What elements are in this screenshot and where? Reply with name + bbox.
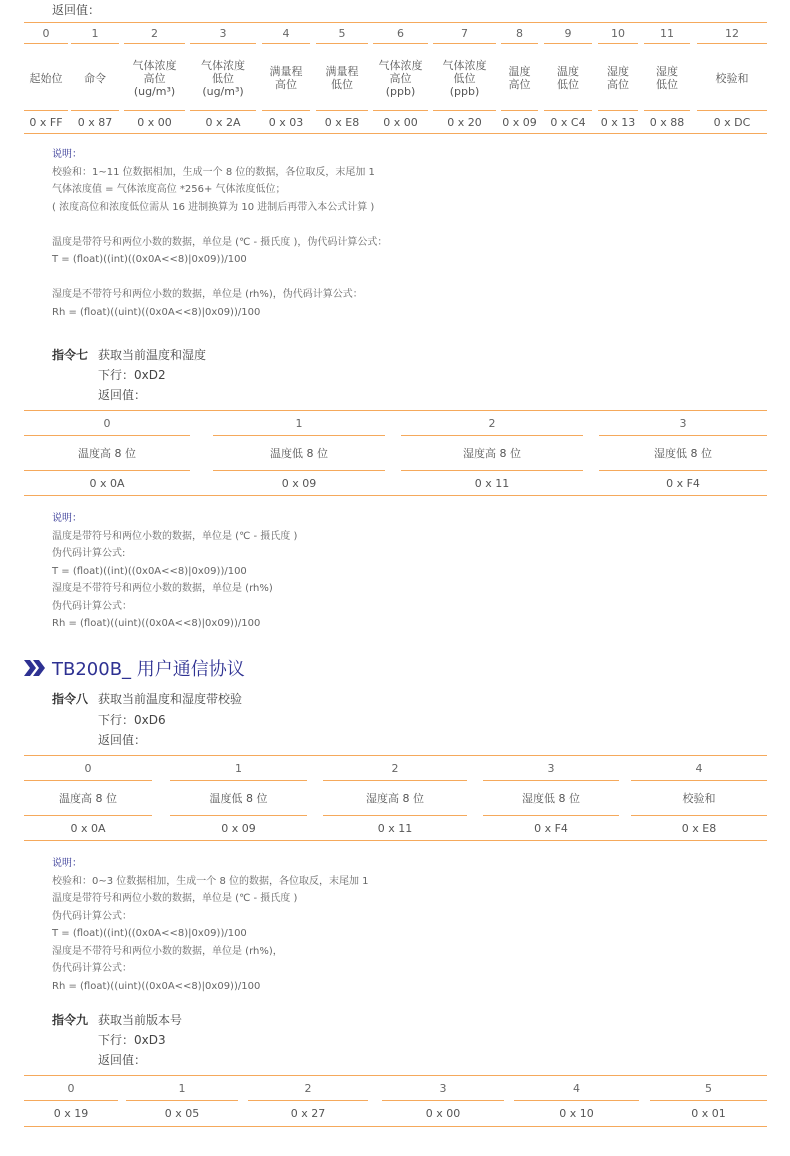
cmd8-rule-bottom bbox=[24, 840, 767, 841]
top-field-value: 0 x 09 bbox=[502, 115, 537, 129]
cmd8-field-value: 0 x 11 bbox=[377, 821, 413, 835]
cmd7-index-underline bbox=[599, 435, 767, 436]
cmd9-col-index: 3 bbox=[439, 1081, 447, 1095]
top-col-index-underline bbox=[316, 43, 368, 44]
cmd7-index-underline bbox=[213, 435, 385, 436]
cmd9-col-index: 2 bbox=[304, 1081, 312, 1095]
top-col-index: 5 bbox=[338, 26, 346, 40]
cmd7-field-name: 湿度高 8 位 bbox=[463, 446, 521, 460]
section-title bbox=[24, 655, 245, 681]
cmd8-name-underline bbox=[483, 815, 619, 816]
note-line: 伪代码计算公式： bbox=[52, 910, 132, 922]
cmd8-field-name: 温度低 8 位 bbox=[209, 791, 268, 805]
top-field-name: 气体浓度 低位 (ug/m³) bbox=[201, 58, 245, 98]
cmd8-field-name: 校验和 bbox=[682, 791, 716, 805]
cmd8-desc: 获取当前温度和湿度带校验 bbox=[98, 692, 243, 706]
cmd7-heading bbox=[52, 346, 206, 363]
note-line: ( 浓度高位和浓度低位需从 16 进制换算为 10 进制后再带入本公式计算 ) bbox=[52, 201, 375, 213]
cmd9-col-index: 1 bbox=[178, 1081, 186, 1095]
cmd7-rule-bottom bbox=[24, 495, 767, 496]
cmd8-index-underline bbox=[631, 780, 767, 781]
top-field-name: 气体浓度 高位 (ppb) bbox=[378, 58, 423, 98]
cmd9-index-underline bbox=[382, 1100, 504, 1101]
cmd8-index-underline bbox=[323, 780, 467, 781]
cmd9-index-underline bbox=[248, 1100, 368, 1101]
cmd7-name-underline bbox=[401, 470, 583, 471]
cmd8-rule-top bbox=[24, 755, 767, 756]
note-line: T = (float)((int)((0x0A<<8)|0x09))/100 bbox=[52, 254, 247, 265]
cmd9-title: 指令九 bbox=[52, 1013, 89, 1027]
cmd7-field-value: 0 x 09 bbox=[281, 476, 317, 490]
note-line bbox=[52, 216, 387, 234]
top-field-value: 0 x 00 bbox=[137, 115, 172, 129]
cmd8-name-underline bbox=[170, 815, 307, 816]
top-col-index-underline bbox=[24, 43, 68, 44]
note-line: 说明： bbox=[52, 149, 82, 160]
cmd8-col-index: 0 bbox=[84, 761, 92, 775]
cmd7-return-label: 返回值： bbox=[98, 388, 147, 402]
cmd9-return-label: 返回值： bbox=[98, 1053, 147, 1067]
top-col-index: 4 bbox=[282, 26, 290, 40]
cmd8-heading bbox=[52, 690, 242, 707]
cmd9-field-value: 0 x 27 bbox=[290, 1106, 326, 1120]
top-field-name: 满量程 低位 bbox=[325, 65, 359, 91]
double-chevron-right-icon bbox=[24, 660, 46, 676]
cmd9-col-index: 4 bbox=[573, 1081, 580, 1095]
note-line: 湿度是不带符号和两位小数的数据，单位是 (rh%)，伪代码计算公式： bbox=[52, 289, 363, 300]
top-col-index-underline bbox=[644, 43, 690, 44]
cmd7-col-index: 0 bbox=[103, 416, 111, 430]
note-line: 气体浓度值 = 气体浓度高位 *256+ 气体浓度低位； bbox=[52, 184, 286, 195]
cmd8-name-underline bbox=[24, 815, 152, 816]
top-field-value: 0 x 87 bbox=[77, 115, 113, 129]
top-return-label: 返回值： bbox=[52, 3, 101, 17]
cmd8-col-index: 1 bbox=[235, 761, 242, 775]
note-line: T = (float)((int)((0x0A<<8)|0x09))/100 bbox=[52, 565, 247, 577]
cmd9-field-value: 0 x 01 bbox=[691, 1106, 726, 1120]
note-line: 湿度是不带符号和两位小数的数据，单位是 (rh%) bbox=[52, 583, 273, 594]
cmd8-name-underline bbox=[631, 815, 767, 816]
top-field-value: 0 x 20 bbox=[447, 115, 482, 129]
cmd9-index-underline bbox=[24, 1100, 118, 1101]
note-line: 温度是带符号和两位小数的数据，单位是 (℃ - 摄氏度 ) bbox=[52, 893, 298, 904]
top-field-name: 温度 低位 bbox=[557, 65, 579, 91]
cmd8-field-value: 0 x F4 bbox=[534, 821, 568, 835]
note-line: 说明： bbox=[52, 513, 82, 524]
top-field-value: 0 x 03 bbox=[268, 115, 304, 129]
cmd9-field-value: 0 x 05 bbox=[164, 1106, 200, 1120]
note-line: 伪代码计算公式： bbox=[52, 963, 132, 974]
top-col-index-underline bbox=[71, 43, 119, 44]
cmd8-field-value: 0 x E8 bbox=[681, 821, 717, 835]
top-field-name: 命令 bbox=[84, 71, 106, 85]
top-col-index-underline bbox=[190, 43, 256, 44]
cmd7-field-value: 0 x 0A bbox=[89, 476, 125, 490]
top-field-name: 满量程 高位 bbox=[269, 65, 303, 91]
note-line: 伪代码计算公式: bbox=[52, 548, 126, 559]
cmd9-heading bbox=[52, 1011, 182, 1028]
top-notes bbox=[52, 146, 387, 321]
top-col-index: 6 bbox=[397, 26, 404, 40]
top-col-index: 8 bbox=[516, 26, 523, 40]
top-col-index-underline bbox=[262, 43, 310, 44]
top-field-name: 校验和 bbox=[715, 71, 749, 85]
cmd8-index-underline bbox=[24, 780, 152, 781]
top-col-index-underline bbox=[501, 43, 538, 44]
top-col-index: 3 bbox=[219, 26, 227, 40]
top-col-index: 7 bbox=[461, 26, 468, 40]
cmd9-field-value: 0 x 00 bbox=[425, 1106, 461, 1120]
top-col-index: 1 bbox=[91, 26, 99, 40]
cmd8-index-underline bbox=[170, 780, 307, 781]
cmd7-index-underline bbox=[401, 435, 583, 436]
cmd7-rule-top bbox=[24, 410, 767, 411]
top-field-value: 0 x 2A bbox=[205, 115, 241, 129]
top-field-value: 0 x 13 bbox=[600, 115, 636, 129]
top-col-index: 10 bbox=[611, 26, 625, 40]
note-line: 校验和：0~3 位数据相加，生成一个 8 位的数据，各位取反，末尾加 1 bbox=[52, 875, 369, 887]
note-line: 说明： bbox=[52, 858, 82, 869]
cmd8-field-value: 0 x 0A bbox=[70, 821, 106, 835]
top-field-value: 0 x 88 bbox=[649, 115, 685, 129]
top-col-index: 11 bbox=[660, 26, 674, 40]
cmd7-col-index: 1 bbox=[295, 416, 303, 430]
top-field-name: 温度 高位 bbox=[508, 65, 531, 91]
cmd8-field-name: 湿度高 8 位 bbox=[366, 791, 424, 805]
cmd9-desc: 获取当前版本号 bbox=[98, 1013, 183, 1027]
cmd9-down: 下行：0xD3 bbox=[98, 1033, 166, 1047]
note-line: Rh = (float)((uint)((0x0A<<8)|0x09))/100 bbox=[52, 306, 261, 318]
cmd8-name-underline bbox=[323, 815, 467, 816]
cmd8-field-name: 湿度低 8 位 bbox=[522, 791, 580, 805]
cmd9-col-index: 5 bbox=[705, 1081, 712, 1095]
top-field-name: 起始位 bbox=[29, 71, 63, 85]
top-col-index: 0 bbox=[42, 26, 50, 40]
cmd9-field-value: 0 x 19 bbox=[53, 1106, 89, 1120]
cmd7-name-underline bbox=[213, 470, 385, 471]
top-field-name: 湿度 低位 bbox=[656, 65, 678, 91]
top-field-value: 0 x 00 bbox=[383, 115, 418, 129]
top-col-index: 2 bbox=[151, 26, 158, 40]
note-line: 校验和：1~11 位数据相加，生成一个 8 位的数据，各位取反，末尾加 1 bbox=[52, 166, 375, 178]
cmd7-field-value: 0 x F4 bbox=[666, 476, 700, 490]
top-col-index-underline bbox=[697, 43, 767, 44]
cmd7-field-name: 湿度低 8 位 bbox=[654, 446, 712, 460]
top-field-value: 0 x C4 bbox=[550, 115, 586, 129]
cmd7-notes bbox=[52, 510, 297, 633]
cmd9-col-index: 0 bbox=[67, 1081, 75, 1095]
top-col-index-underline bbox=[433, 43, 496, 44]
top-table-rule-bottom bbox=[24, 133, 767, 134]
cmd9-index-underline bbox=[650, 1100, 767, 1101]
top-field-value: 0 x DC bbox=[713, 115, 751, 129]
cmd8-index-underline bbox=[483, 780, 619, 781]
cmd8-field-name: 温度高 8 位 bbox=[59, 791, 117, 805]
cmd7-index-underline bbox=[24, 435, 190, 436]
note-line: 伪代码计算公式： bbox=[52, 600, 132, 612]
note-line: Rh = (float)((uint)((0x0A<<8)|0x09))/100 bbox=[52, 980, 261, 992]
cmd9-rule-top bbox=[24, 1075, 767, 1076]
cmd7-name-underline bbox=[24, 470, 190, 471]
cmd9-rule-bottom bbox=[24, 1126, 767, 1127]
note-line: 温度是带符号和两位小数的数据，单位是 (℃ - 摄氏度 ) bbox=[52, 530, 298, 542]
cmd7-down: 下行：0xD2 bbox=[98, 368, 166, 382]
cmd9-index-underline bbox=[126, 1100, 238, 1101]
top-col-index: 12 bbox=[725, 26, 739, 40]
cmd7-field-value: 0 x 11 bbox=[474, 476, 510, 490]
cmd7-col-index: 2 bbox=[488, 416, 496, 430]
note-line: 湿度是不带符号和两位小数的数据，单位是 (rh%)， bbox=[52, 945, 283, 957]
cmd7-field-name: 温度低 8 位 bbox=[270, 446, 328, 460]
cmd8-notes bbox=[52, 855, 369, 995]
cmd7-name-underline bbox=[599, 470, 767, 471]
top-field-value: 0 x E8 bbox=[324, 115, 360, 129]
cmd7-title: 指令七 bbox=[52, 348, 89, 362]
note-line bbox=[52, 269, 387, 287]
cmd9-index-underline bbox=[514, 1100, 639, 1101]
cmd8-col-index: 4 bbox=[695, 761, 703, 775]
cmd8-return-label: 返回值： bbox=[98, 733, 147, 747]
cmd7-col-index: 3 bbox=[679, 416, 687, 430]
cmd8-field-value: 0 x 09 bbox=[221, 821, 256, 835]
top-field-value: 0 x FF bbox=[29, 115, 63, 129]
cmd9-field-value: 0 x 10 bbox=[559, 1106, 594, 1120]
cmd8-down: 下行：0xD6 bbox=[98, 713, 166, 727]
section-title-text: TB200B_ 用户通信协议 bbox=[52, 659, 245, 680]
top-col-index-underline bbox=[544, 43, 592, 44]
top-field-name: 气体浓度 低位 (ppb) bbox=[442, 58, 487, 98]
cmd7-desc: 获取当前温度和湿度 bbox=[98, 348, 207, 362]
note-line: Rh = (float)((uint)((0x0A<<8)|0x09))/100 bbox=[52, 618, 261, 629]
cmd8-col-index: 2 bbox=[391, 761, 399, 775]
note-line: 温度是带符号和两位小数的数据，单位是 (℃ - 摄氏度 )，伪代码计算公式： bbox=[52, 236, 388, 248]
top-field-name: 湿度 高位 bbox=[607, 65, 629, 91]
top-col-index-underline bbox=[598, 43, 638, 44]
note-line: T = (float)((int)((0x0A<<8)|0x09))/100 bbox=[52, 928, 247, 939]
cmd8-title: 指令八 bbox=[52, 692, 89, 706]
cmd8-col-index: 3 bbox=[547, 761, 555, 775]
top-col-index-underline bbox=[124, 43, 185, 44]
top-col-index-underline bbox=[373, 43, 428, 44]
top-col-index: 9 bbox=[564, 26, 572, 40]
cmd7-field-name: 温度高 8 位 bbox=[78, 446, 136, 460]
top-field-name: 气体浓度 高位 (ug/m³) bbox=[132, 58, 177, 98]
